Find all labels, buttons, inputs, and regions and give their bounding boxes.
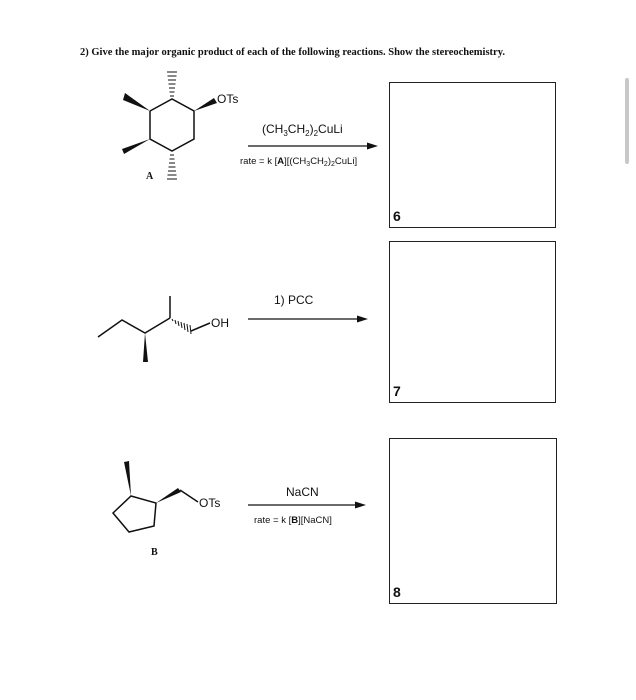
reagent-3: NaCN <box>286 485 319 499</box>
substrate-label-a: A <box>146 171 154 182</box>
reaction-arrow-2 <box>248 316 368 323</box>
wedge-bond-ch2-ots <box>156 488 181 503</box>
answer-box-6[interactable] <box>389 82 556 228</box>
question-text: 2) Give the major organic product of each of the following reactions. Show the stereochemistry. <box>80 47 505 58</box>
hashed-bond-top-methyl <box>167 72 177 96</box>
wedge-bond-methyl-down <box>143 333 148 362</box>
reaction-arrow-1 <box>248 143 378 150</box>
answer-number-6: 6 <box>393 208 401 224</box>
wedge-bond-methyl-up <box>124 461 131 496</box>
cyclohexane-ring <box>150 99 194 151</box>
answer-box-7[interactable] <box>389 241 556 403</box>
wedge-bond-methyl-upper-left-base <box>123 93 150 111</box>
hashed-bond-bottom-methyl <box>167 155 177 179</box>
hashed-bond-ch2oh <box>172 319 191 334</box>
cyclopentane-ring <box>113 496 156 532</box>
scrollbar[interactable] <box>625 78 629 164</box>
reagent-1: $(CH_3CH_2)_2CuLi$ <box>262 122 343 138</box>
reagent-2: 1) PCC <box>274 293 314 307</box>
bond-to-oh <box>191 323 210 331</box>
bond-to-ots <box>180 490 198 502</box>
answer-number-8: 8 <box>393 584 401 600</box>
answer-box-8[interactable] <box>389 438 557 604</box>
reaction-arrow-3 <box>248 502 366 509</box>
wedge-bond-ots <box>194 98 217 111</box>
answer-number-7: 7 <box>393 383 401 399</box>
rate-law-1: rate = k $[A][(CH_3CH_2)_2CuLi]$ <box>240 156 358 168</box>
leaving-group-label-1: OTs <box>217 92 239 106</box>
alcohol-skeleton <box>98 296 170 337</box>
substrate-label-b: B <box>151 547 158 558</box>
leaving-group-label-2: OH <box>211 316 229 330</box>
leaving-group-label-3: OTs <box>199 496 221 510</box>
wedge-bond-methyl-lower-left <box>122 139 150 154</box>
rate-law-3: rate = k [B][NaCN] <box>254 515 332 526</box>
